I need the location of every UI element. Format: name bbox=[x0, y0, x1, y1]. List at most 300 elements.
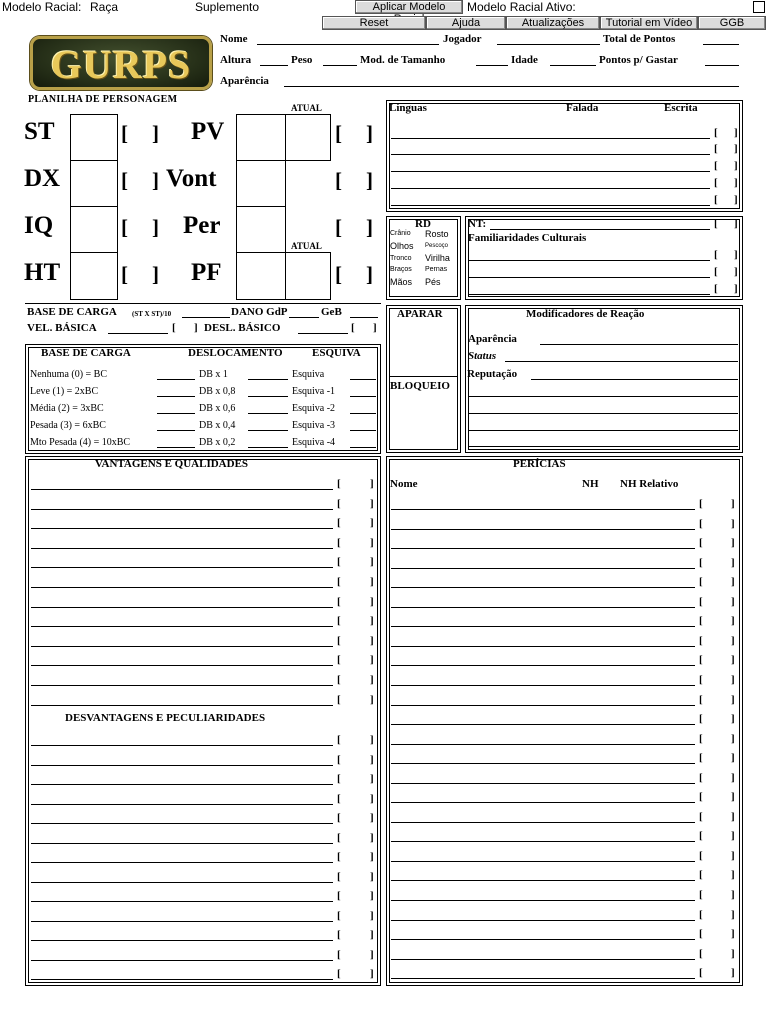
vont-cost-open: [ bbox=[335, 168, 342, 192]
weight-label: Peso bbox=[291, 54, 313, 66]
skill-row-11-field[interactable] bbox=[391, 724, 695, 725]
language-row-4-field[interactable] bbox=[391, 205, 710, 206]
skills-panel bbox=[386, 456, 743, 986]
skill-row-15-field[interactable] bbox=[391, 802, 695, 803]
advantage-row-4-field[interactable] bbox=[31, 567, 333, 568]
skill-row-21-cost-open: [ bbox=[699, 909, 703, 921]
basic-speed-cost-close: ] bbox=[194, 322, 198, 334]
vont-cost-close: ] bbox=[366, 168, 373, 192]
advantage-row-7-cost-close: ] bbox=[370, 615, 374, 627]
disadvantage-row-1-cost-open: [ bbox=[337, 754, 341, 766]
active-racial-model-label: Modelo Racial Ativo: bbox=[467, 0, 576, 14]
disadvantage-row-7-cost-close: ] bbox=[370, 871, 374, 883]
skill-row-10-cost-open: [ bbox=[699, 694, 703, 706]
basic-move-field[interactable] bbox=[298, 333, 348, 334]
familiarity-row-2-field[interactable] bbox=[468, 294, 710, 295]
advantage-row-8-cost-close: ] bbox=[370, 635, 374, 647]
disadvantage-row-9-field[interactable] bbox=[31, 921, 333, 922]
advantage-row-8-cost-open: [ bbox=[337, 635, 341, 647]
disadvantage-row-10-cost-open: [ bbox=[337, 929, 341, 941]
skill-row-17-cost-close: ] bbox=[731, 830, 735, 842]
disadvantage-row-8-field[interactable] bbox=[31, 901, 333, 902]
dr-skull-label: Crânio bbox=[390, 230, 411, 237]
enc-row-1-move: DB x 0,8 bbox=[199, 386, 236, 397]
reaction-appearance-label: Aparência bbox=[468, 333, 517, 345]
iq-cost-open: [ bbox=[121, 215, 128, 239]
enc-row-1-load-field[interactable] bbox=[157, 396, 195, 397]
skill-row-20-field[interactable] bbox=[391, 900, 695, 901]
familiarity-row-2-cost-open: [ bbox=[714, 283, 718, 295]
per-cost-close: ] bbox=[366, 215, 373, 239]
help-button[interactable]: Ajuda bbox=[426, 16, 506, 30]
tech-level-field[interactable] bbox=[490, 229, 710, 230]
basic-speed-label: VEL. BÁSICA bbox=[27, 322, 97, 334]
enc-row-3-load: Pesada (3) = 6xBC bbox=[30, 420, 106, 431]
languages-spoken-header: Falada bbox=[566, 102, 599, 114]
basic-move-cost-close: ] bbox=[373, 322, 377, 334]
disadvantage-row-4-cost-close: ] bbox=[370, 812, 374, 824]
skills-title: PERÍCIAS bbox=[513, 458, 566, 470]
vont-value-box[interactable] bbox=[236, 160, 286, 207]
pv-current-box[interactable] bbox=[285, 114, 331, 161]
enc-row-2-dodge: Esquiva -2 bbox=[292, 403, 336, 414]
skill-row-2-cost-open: [ bbox=[699, 537, 703, 549]
skills-relative-level-header: NH Relativo bbox=[620, 478, 679, 490]
advantage-row-1-field[interactable] bbox=[31, 509, 333, 510]
advantage-row-2-cost-close: ] bbox=[370, 517, 374, 529]
disadvantage-row-5-cost-open: [ bbox=[337, 832, 341, 844]
pv-cost-close: ] bbox=[366, 121, 373, 145]
skill-row-19-cost-open: [ bbox=[699, 869, 703, 881]
attr-pv-label: PV bbox=[191, 118, 225, 145]
dr-eyes-label: Olhos bbox=[390, 241, 414, 251]
skill-row-8-cost-open: [ bbox=[699, 654, 703, 666]
disadvantage-row-6-field[interactable] bbox=[31, 862, 333, 863]
skill-row-23-cost-close: ] bbox=[731, 948, 735, 960]
age-field[interactable] bbox=[550, 65, 596, 66]
advantage-row-4-cost-open: [ bbox=[337, 556, 341, 568]
language-row-0-cost-open: [ bbox=[714, 127, 718, 139]
advantage-row-4-cost-close: ] bbox=[370, 556, 374, 568]
disadvantage-row-10-cost-close: ] bbox=[370, 929, 374, 941]
skill-row-23-cost-open: [ bbox=[699, 948, 703, 960]
dr-groin-label: Virilha bbox=[425, 253, 450, 263]
advantage-row-9-cost-close: ] bbox=[370, 654, 374, 666]
reaction-status-label: Status bbox=[468, 350, 497, 362]
disadvantage-row-11-field[interactable] bbox=[31, 960, 333, 961]
skill-row-3-cost-close: ] bbox=[731, 557, 735, 569]
disadvantage-row-2-field[interactable] bbox=[31, 784, 333, 785]
disadvantage-row-12-field[interactable] bbox=[31, 979, 333, 980]
pf-cost-open: [ bbox=[335, 262, 342, 286]
enc-row-3-move-field[interactable] bbox=[248, 430, 288, 431]
size-modifier-field[interactable] bbox=[476, 65, 508, 66]
reset-button[interactable]: Reset bbox=[322, 16, 426, 30]
skill-row-0-field[interactable] bbox=[391, 509, 695, 510]
pf-cost-close: ] bbox=[366, 262, 373, 286]
enc-header-dodge: ESQUIVA bbox=[312, 347, 361, 359]
familiarity-row-1-cost-open: [ bbox=[714, 266, 718, 278]
apply-racial-model-button[interactable]: Aplicar Modelo bbox=[355, 0, 463, 14]
language-row-3-cost-open: [ bbox=[714, 177, 718, 189]
skill-row-9-cost-open: [ bbox=[699, 674, 703, 686]
skill-row-24-field[interactable] bbox=[391, 978, 695, 979]
skill-row-2-field[interactable] bbox=[391, 548, 695, 549]
skill-row-15-cost-open: [ bbox=[699, 791, 703, 803]
skill-row-18-field[interactable] bbox=[391, 861, 695, 862]
disadvantage-row-5-cost-close: ] bbox=[370, 832, 374, 844]
reaction-extra-row-0-field[interactable] bbox=[468, 396, 738, 397]
enc-row-1-dodge: Esquiva -1 bbox=[292, 386, 336, 397]
total-points-field[interactable] bbox=[703, 44, 739, 45]
languages-written-header: Escrita bbox=[664, 102, 698, 114]
skill-row-14-cost-close: ] bbox=[731, 772, 735, 784]
height-field[interactable] bbox=[260, 65, 288, 66]
advantage-row-2-field[interactable] bbox=[31, 528, 333, 529]
disadvantage-row-5-field[interactable] bbox=[31, 843, 333, 844]
disadvantage-row-3-cost-close: ] bbox=[370, 793, 374, 805]
basic-move-label: DESL. BÁSICO bbox=[204, 322, 281, 334]
disadvantage-row-0-field[interactable] bbox=[31, 745, 333, 746]
base-load-field[interactable] bbox=[182, 317, 230, 318]
dr-neck-label: Pescoço bbox=[425, 243, 449, 249]
skill-row-12-cost-close: ] bbox=[731, 733, 735, 745]
language-row-1-field[interactable] bbox=[391, 154, 710, 155]
disadvantage-row-0-cost-close: ] bbox=[370, 734, 374, 746]
updates-button[interactable]: Atualizações bbox=[506, 16, 600, 30]
language-row-3-cost-close: ] bbox=[734, 177, 738, 189]
enc-row-3-dodge: Esquiva -3 bbox=[292, 420, 336, 431]
advantage-row-9-field[interactable] bbox=[31, 665, 333, 666]
disadvantage-row-6-cost-close: ] bbox=[370, 851, 374, 863]
enc-row-4-dodge-field[interactable] bbox=[350, 447, 376, 448]
skill-row-17-field[interactable] bbox=[391, 841, 695, 842]
advantage-row-11-cost-open: [ bbox=[337, 694, 341, 706]
disadvantage-row-3-field[interactable] bbox=[31, 804, 333, 805]
advantage-row-11-field[interactable] bbox=[31, 705, 333, 706]
language-row-1-cost-close: ] bbox=[734, 143, 738, 155]
enc-row-2-load-field[interactable] bbox=[157, 413, 195, 414]
skill-row-18-cost-open: [ bbox=[699, 850, 703, 862]
dx-value-box[interactable] bbox=[70, 160, 118, 207]
languages-title: Línguas bbox=[389, 102, 427, 114]
st-cost-open: [ bbox=[121, 121, 128, 145]
familiarity-row-0-field[interactable] bbox=[468, 260, 710, 261]
height-label: Altura bbox=[220, 54, 252, 66]
familiarity-row-1-cost-close: ] bbox=[734, 266, 738, 278]
disadvantage-row-9-cost-close: ] bbox=[370, 910, 374, 922]
skill-row-1-field[interactable] bbox=[391, 529, 695, 530]
video-tutorial-button[interactable]: Tutorial em Vídeo bbox=[600, 16, 698, 30]
tech-level-cost-close: ] bbox=[734, 218, 738, 230]
skill-row-7-cost-open: [ bbox=[699, 635, 703, 647]
advantage-row-10-cost-open: [ bbox=[337, 674, 341, 686]
language-row-4-cost-close: ] bbox=[734, 194, 738, 206]
reaction-appearance-field[interactable] bbox=[540, 344, 738, 345]
advantage-row-0-cost-open: [ bbox=[337, 478, 341, 490]
skill-row-24-cost-open: [ bbox=[699, 967, 703, 979]
disadvantage-row-10-field[interactable] bbox=[31, 940, 333, 941]
skill-row-4-field[interactable] bbox=[391, 587, 695, 588]
dx-cost-open: [ bbox=[121, 168, 128, 192]
skill-row-11-cost-close: ] bbox=[731, 713, 735, 725]
disadvantage-row-7-field[interactable] bbox=[31, 882, 333, 883]
skill-row-15-cost-close: ] bbox=[731, 791, 735, 803]
enc-row-4-move-field[interactable] bbox=[248, 447, 288, 448]
advantage-row-5-field[interactable] bbox=[31, 587, 333, 588]
enc-header-move: DESLOCAMENTO bbox=[188, 347, 283, 359]
st-cost-close: ] bbox=[152, 121, 159, 145]
advantage-row-11-cost-close: ] bbox=[370, 694, 374, 706]
skill-row-19-field[interactable] bbox=[391, 880, 695, 881]
skill-row-14-field[interactable] bbox=[391, 783, 695, 784]
skill-row-9-field[interactable] bbox=[391, 685, 695, 686]
basic-speed-field[interactable] bbox=[108, 333, 168, 334]
skill-row-1-cost-close: ] bbox=[731, 518, 735, 530]
enc-row-3-move: DB x 0,4 bbox=[199, 420, 236, 431]
skill-row-11-cost-open: [ bbox=[699, 713, 703, 725]
pv-value-box[interactable] bbox=[236, 114, 286, 161]
advantage-row-6-cost-close: ] bbox=[370, 596, 374, 608]
skill-row-24-cost-close: ] bbox=[731, 967, 735, 979]
skill-row-21-field[interactable] bbox=[391, 920, 695, 921]
skill-row-16-cost-close: ] bbox=[731, 811, 735, 823]
attr-ht-label: HT bbox=[24, 259, 61, 286]
enc-row-2-load: Média (2) = 3xBC bbox=[30, 403, 104, 414]
enc-row-2-move-field[interactable] bbox=[248, 413, 288, 414]
enc-row-4-load: Mto Pesada (4) = 10xBC bbox=[30, 437, 131, 448]
enc-row-1-move-field[interactable] bbox=[248, 396, 288, 397]
advantages-title: VANTAGENS E QUALIDADES bbox=[95, 458, 249, 470]
st-value-box[interactable] bbox=[70, 114, 118, 161]
damage-swing-field[interactable] bbox=[350, 317, 378, 318]
enc-header-load: BASE DE CARGA bbox=[41, 347, 131, 359]
enc-row-4-load-field[interactable] bbox=[157, 447, 195, 448]
skill-row-20-cost-close: ] bbox=[731, 889, 735, 901]
language-row-2-cost-close: ] bbox=[734, 160, 738, 172]
per-value-box[interactable] bbox=[236, 206, 286, 253]
block-label: BLOQUEIO bbox=[390, 380, 450, 392]
skill-row-21-cost-close: ] bbox=[731, 909, 735, 921]
supplement-select[interactable]: Suplemento bbox=[195, 0, 260, 14]
ht-value-box[interactable] bbox=[70, 252, 118, 300]
iq-cost-close: ] bbox=[152, 215, 159, 239]
skill-row-10-cost-close: ] bbox=[731, 694, 735, 706]
languages-panel bbox=[386, 100, 743, 212]
basic-speed-cost-open: [ bbox=[172, 322, 176, 334]
player-field[interactable] bbox=[497, 44, 600, 45]
skill-row-3-cost-open: [ bbox=[699, 557, 703, 569]
disadvantage-row-4-field[interactable] bbox=[31, 823, 333, 824]
points-to-spend-field[interactable] bbox=[705, 65, 739, 66]
skill-row-7-cost-close: ] bbox=[731, 635, 735, 647]
disadvantage-row-1-cost-close: ] bbox=[370, 754, 374, 766]
skill-row-18-cost-close: ] bbox=[731, 850, 735, 862]
attr-pf-label: PF bbox=[191, 259, 222, 286]
enc-row-4-move: DB x 0,2 bbox=[199, 437, 236, 448]
advantage-row-1-cost-close: ] bbox=[370, 498, 374, 510]
language-row-2-field[interactable] bbox=[391, 171, 710, 172]
advantage-row-6-field[interactable] bbox=[31, 607, 333, 608]
skill-row-16-field[interactable] bbox=[391, 822, 695, 823]
reaction-extra-row-3-field[interactable] bbox=[468, 446, 738, 447]
reaction-title: Modificadores de Reação bbox=[526, 308, 645, 320]
disadvantage-row-2-cost-close: ] bbox=[370, 773, 374, 785]
advantage-row-0-field[interactable] bbox=[31, 489, 333, 490]
dr-torso-label: Tronco bbox=[390, 255, 412, 262]
weight-field[interactable] bbox=[323, 65, 357, 66]
skill-row-0-cost-close: ] bbox=[731, 498, 735, 510]
advantage-row-3-cost-close: ] bbox=[370, 537, 374, 549]
advantage-row-7-field[interactable] bbox=[31, 626, 333, 627]
skill-row-19-cost-close: ] bbox=[731, 869, 735, 881]
appearance-field[interactable] bbox=[284, 86, 739, 87]
language-row-3-field[interactable] bbox=[391, 188, 710, 189]
disadvantage-row-2-cost-open: [ bbox=[337, 773, 341, 785]
damage-thrust-label: DANO GdP bbox=[231, 306, 288, 318]
skill-row-5-field[interactable] bbox=[391, 607, 695, 608]
dr-hands-label: Mãos bbox=[390, 277, 413, 287]
skill-row-3-field[interactable] bbox=[391, 568, 695, 569]
pf-value-box[interactable] bbox=[236, 252, 286, 300]
current-label-bottom: ATUAL bbox=[291, 241, 322, 251]
race-value[interactable]: Raça bbox=[90, 0, 119, 14]
advantage-row-1-cost-open: [ bbox=[337, 498, 341, 510]
disadvantage-row-8-cost-open: [ bbox=[337, 890, 341, 902]
per-cost-open: [ bbox=[335, 215, 342, 239]
attr-dx-label: DX bbox=[24, 165, 61, 192]
points-to-spend-label: Pontos p/ Gastar bbox=[599, 54, 678, 66]
dr-feet-label: Pés bbox=[425, 277, 441, 287]
disadvantages-title: DESVANTAGENS E PECULIARIDADES bbox=[65, 712, 266, 724]
ht-cost-close: ] bbox=[152, 262, 159, 286]
dr-arms-label: Braços bbox=[390, 266, 412, 273]
skills-name-header: Nome bbox=[390, 478, 418, 490]
base-load-label: BASE DE CARGA bbox=[27, 306, 117, 318]
skill-row-22-cost-open: [ bbox=[699, 928, 703, 940]
appearance-label: Aparência bbox=[220, 75, 269, 87]
disadvantage-row-11-cost-open: [ bbox=[337, 949, 341, 961]
disadvantage-row-7-cost-open: [ bbox=[337, 871, 341, 883]
attr-iq-label: IQ bbox=[24, 212, 54, 239]
active-racial-model-checkbox[interactable] bbox=[753, 1, 765, 13]
skill-row-0-cost-open: [ bbox=[699, 498, 703, 510]
enc-row-0-dodge: Esquiva bbox=[292, 369, 325, 380]
ggb-button[interactable]: GGB bbox=[698, 16, 766, 30]
divider-line bbox=[25, 303, 381, 304]
skill-row-17-cost-open: [ bbox=[699, 830, 703, 842]
enc-row-3-dodge-field[interactable] bbox=[350, 430, 376, 431]
familiarity-row-0-cost-close: ] bbox=[734, 249, 738, 261]
pv-cost-open: [ bbox=[335, 121, 342, 145]
advantage-row-7-cost-open: [ bbox=[337, 615, 341, 627]
reaction-status-field[interactable] bbox=[505, 361, 738, 362]
skill-row-8-field[interactable] bbox=[391, 665, 695, 666]
enc-row-2-dodge-field[interactable] bbox=[350, 413, 376, 414]
dr-face-label: Rosto bbox=[425, 229, 449, 239]
advantage-row-5-cost-close: ] bbox=[370, 576, 374, 588]
skills-level-header: NH bbox=[582, 478, 599, 490]
dr-title: RD bbox=[415, 218, 431, 230]
enc-row-1-dodge-field[interactable] bbox=[350, 396, 376, 397]
advantage-row-10-field[interactable] bbox=[31, 685, 333, 686]
disadvantage-row-0-cost-open: [ bbox=[337, 734, 341, 746]
reaction-extra-row-2-field[interactable] bbox=[468, 430, 738, 431]
disadvantage-row-8-cost-close: ] bbox=[370, 890, 374, 902]
language-row-0-field[interactable] bbox=[391, 138, 710, 139]
disadvantage-row-11-cost-close: ] bbox=[370, 949, 374, 961]
damage-thrust-field[interactable] bbox=[289, 317, 319, 318]
enc-row-0-move: DB x 1 bbox=[199, 369, 228, 380]
disadvantage-row-1-field[interactable] bbox=[31, 765, 333, 766]
skill-row-22-field[interactable] bbox=[391, 939, 695, 940]
age-label: Idade bbox=[511, 54, 538, 66]
familiarity-row-1-field[interactable] bbox=[468, 277, 710, 278]
basic-move-cost-open: [ bbox=[351, 322, 355, 334]
disadvantage-row-6-cost-open: [ bbox=[337, 851, 341, 863]
enc-row-3-load-field[interactable] bbox=[157, 430, 195, 431]
size-modifier-label: Mod. de Tamanho bbox=[360, 54, 446, 66]
racial-model-label: Modelo Racial: bbox=[2, 0, 82, 14]
skill-row-1-cost-open: [ bbox=[699, 518, 703, 530]
advantage-row-8-field[interactable] bbox=[31, 646, 333, 647]
gurps-logo: GURPS bbox=[30, 36, 212, 90]
disadvantage-row-3-cost-open: [ bbox=[337, 793, 341, 805]
skill-row-23-field[interactable] bbox=[391, 959, 695, 960]
current-label-top: ATUAL bbox=[291, 103, 322, 113]
skill-row-22-cost-close: ] bbox=[731, 928, 735, 940]
skill-row-10-field[interactable] bbox=[391, 705, 695, 706]
language-row-0-cost-close: ] bbox=[734, 127, 738, 139]
skill-row-12-field[interactable] bbox=[391, 744, 695, 745]
enc-row-0-load-field[interactable] bbox=[157, 379, 195, 380]
advantage-row-3-field[interactable] bbox=[31, 548, 333, 549]
pf-current-box[interactable] bbox=[285, 252, 331, 300]
tech-level-label: NT: bbox=[468, 218, 487, 230]
skill-row-13-cost-close: ] bbox=[731, 752, 735, 764]
skill-row-12-cost-open: [ bbox=[699, 733, 703, 745]
iq-value-box[interactable] bbox=[70, 206, 118, 253]
advantage-row-10-cost-close: ] bbox=[370, 674, 374, 686]
language-row-1-cost-open: [ bbox=[714, 143, 718, 155]
ht-cost-open: [ bbox=[121, 262, 128, 286]
skill-row-6-field[interactable] bbox=[391, 626, 695, 627]
advantage-row-5-cost-open: [ bbox=[337, 576, 341, 588]
language-row-2-cost-open: [ bbox=[714, 160, 718, 172]
sheet-title: PLANILHA DE PERSONAGEM bbox=[28, 94, 178, 105]
advantage-row-9-cost-open: [ bbox=[337, 654, 341, 666]
skill-row-9-cost-close: ] bbox=[731, 674, 735, 686]
reaction-extra-row-1-field[interactable] bbox=[468, 413, 738, 414]
total-points-label: Total de Pontos bbox=[603, 33, 676, 45]
tech-level-cost-open: [ bbox=[714, 218, 718, 230]
skill-row-4-cost-open: [ bbox=[699, 576, 703, 588]
dx-cost-close: ] bbox=[152, 168, 159, 192]
familiarity-row-0-cost-open: [ bbox=[714, 249, 718, 261]
advantage-row-6-cost-open: [ bbox=[337, 596, 341, 608]
cultural-familiarities-label: Familiaridades Culturais bbox=[468, 232, 587, 244]
enc-row-0-load: Nenhuma (0) = BC bbox=[30, 369, 108, 380]
enc-row-4-dodge: Esquiva -4 bbox=[292, 437, 336, 448]
reaction-reputation-field[interactable] bbox=[531, 379, 738, 380]
skill-row-2-cost-close: ] bbox=[731, 537, 735, 549]
name-field[interactable] bbox=[257, 44, 439, 45]
skill-row-13-field[interactable] bbox=[391, 763, 695, 764]
enc-row-0-dodge-field[interactable] bbox=[350, 379, 376, 380]
skill-row-7-field[interactable] bbox=[391, 646, 695, 647]
enc-row-0-move-field[interactable] bbox=[248, 379, 288, 380]
language-row-4-cost-open: [ bbox=[714, 194, 718, 206]
